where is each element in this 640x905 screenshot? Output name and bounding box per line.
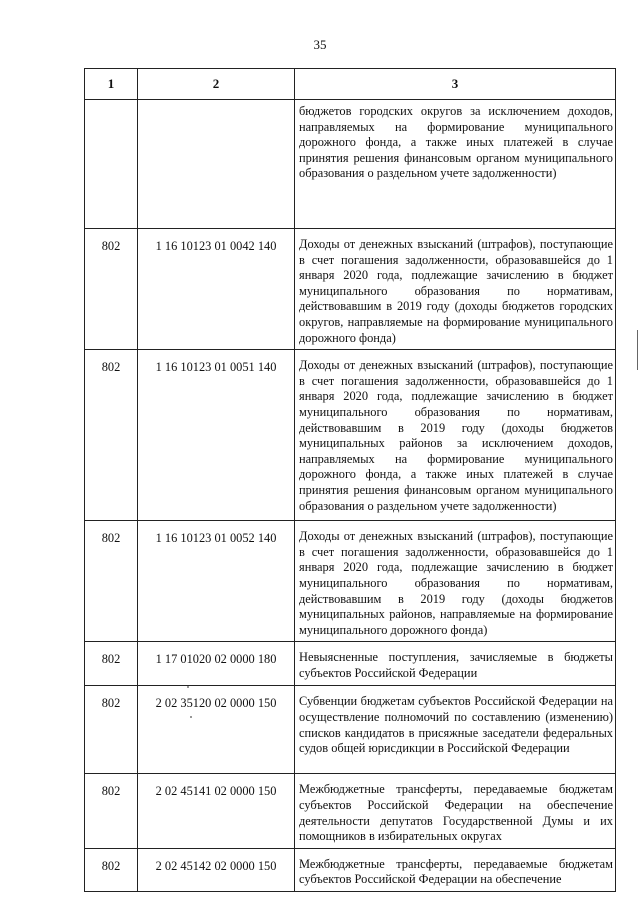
table-row	[85, 100, 616, 229]
budget-code-cell: 1 17 01020 02 0000 180	[138, 642, 295, 686]
description-cell: Невыясненные поступления, зачисляемые в бюджеты субъектов Российской Федерации	[295, 642, 616, 686]
admin-code-cell: 802	[85, 848, 138, 891]
budget-code-cell: 1 16 10123 01 0051 140	[138, 350, 295, 521]
description-cell: Доходы от денежных взысканий (штрафов), поступающие в счет погашения задолженности, образовавшейся до 1 января 2020 года, подлежащие зачислению в бюджет муниципального образования по нормативам, действовавшим в 2019 году (доходы бюджетов городских округов, направляемые на формирование муниципального дорожного фонда)	[295, 229, 616, 350]
budget-code-cell: 2 02 45142 02 0000 150	[138, 848, 295, 891]
scan-margin-mark	[637, 330, 638, 370]
budget-code-cell: 2 02 35120 02 0000 150	[138, 686, 295, 774]
admin-code-cell: 802	[85, 350, 138, 521]
admin-code-cell: 802	[85, 521, 138, 642]
description-cell: Субвенции бюджетам субъектов Российской Федерации на осуществление полномочий по составлению (изменению) списков кандидатов в присяжные заседатели федеральных судов общей юрисдикции в Российской Федерации	[295, 686, 616, 774]
revenue-table	[84, 68, 616, 892]
table-row	[85, 350, 616, 521]
page-number: 35	[313, 37, 327, 52]
scan-speck	[187, 686, 189, 688]
table-row	[85, 229, 616, 350]
description-cell: Межбюджетные трансферты, передаваемые бюджетам субъектов Российской Федерации на обеспечение	[295, 848, 616, 891]
table-row	[85, 848, 616, 891]
table-row	[85, 774, 616, 848]
table-row	[85, 521, 616, 642]
table-header-row	[85, 69, 616, 100]
header-col-1: 1	[85, 69, 138, 100]
header-col-2: 2	[138, 69, 295, 100]
admin-code-cell: 802	[85, 642, 138, 686]
budget-code-cell: 1 16 10123 01 0052 140	[138, 521, 295, 642]
admin-code-cell: 802	[85, 229, 138, 350]
table-row	[85, 686, 616, 774]
description-cell: бюджетов городских округов за исключением доходов, направляемых на формирование муниципального дорожного фонда, а также иных платежей в случае принятия решения финансовым органом муниципального образования о раздельном учете задолженности)	[295, 100, 616, 229]
description-cell: Межбюджетные трансферты, передаваемые бюджетам субъектов Российской Федерации на обеспечение деятельности депутатов Государственной Думы и их помощников в избирательных округах	[295, 774, 616, 848]
budget-code-cell: 2 02 45141 02 0000 150	[138, 774, 295, 848]
budget-code-cell	[138, 100, 295, 229]
header-col-3: 3	[295, 69, 616, 100]
budget-code-cell: 1 16 10123 01 0042 140	[138, 229, 295, 350]
description-cell: Доходы от денежных взысканий (штрафов), поступающие в счет погашения задолженности, образовавшейся до 1 января 2020 года, подлежащие зачислению в бюджет муниципального образования по нормативам, действовавшим в 2019 году (доходы бюджетов муниципальных районов, направляемые на формирование муниципального дорожного фонда)	[295, 521, 616, 642]
admin-code-cell: 802	[85, 774, 138, 848]
admin-code-cell: 802	[85, 686, 138, 774]
scan-speck	[190, 716, 192, 718]
table-row	[85, 642, 616, 686]
description-cell: Доходы от денежных взысканий (штрафов), поступающие в счет погашения задолженности, образовавшейся до 1 января 2020 года, подлежащие зачислению в бюджет муниципального образования по нормативам, действовавшим в 2019 году (доходы бюджетов муниципальных районов за исключением доходов, направляемых на формирование муниципального дорожного фонда, а также иных платежей в случае принятия решения финансовым органом муниципального образования о раздельном учете задолженности)	[295, 350, 616, 521]
admin-code-cell	[85, 100, 138, 229]
